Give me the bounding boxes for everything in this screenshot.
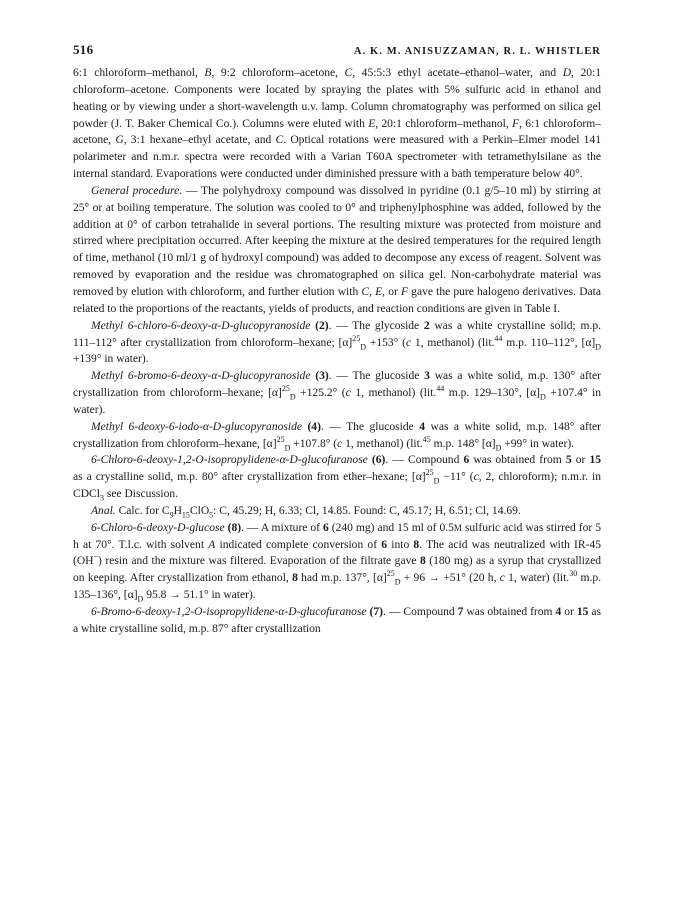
italic-run: D xyxy=(562,67,572,79)
italic-run: 6-Bromo-6-deoxy-1,2-O-isopropylidene-α-D-glucofuranose xyxy=(91,606,367,618)
italic-run: c xyxy=(337,437,343,450)
text-run: , 6:1 chloroform–acetone, xyxy=(73,117,602,147)
text-run: gave the pure halogeno derivatives. Data related to the proportions of the reactants, yields of products, and reaction conditions are given in Table I. xyxy=(73,285,601,315)
italic-run: F xyxy=(512,117,520,130)
superscript: 30 xyxy=(569,569,578,579)
text-run: — The polyhydroxy compound was dissolved in pyridine (0.1 g/5–10 ml) by stirring at 25° or at boiling temperature. The solution was cooled to 0° and triphenylphosphine was added, followed by the addition at 0° of carbon tetrahalide in several portions. The resulting mixture was protected from moisture and stirred where precipitation occurred. After keeping the mixture at the desired temperatures for the required length of time, methanol (10 ml/1 g of hydroxyl compound) was added to decompose any excess of reagent. Solvent was removed by evaporation and the residue was chromatographed on silica gel. Non-carbohydrate material was removed by elution with chloroform, and further elution with xyxy=(73,184,601,298)
subscript: D xyxy=(137,594,144,604)
paragraph xyxy=(73,520,601,604)
text-run: m.p. 135–136°, [α] xyxy=(73,572,602,602)
bold-run: (7) xyxy=(369,606,383,618)
subscript: D xyxy=(289,392,296,402)
text-run: or xyxy=(561,606,577,618)
subscript: D xyxy=(540,392,546,402)
text-run: 6:1 chloroform–methanol, xyxy=(73,67,205,79)
text-run: see Discussion. xyxy=(103,488,179,501)
text-run: Calc. for C xyxy=(115,504,170,517)
text-run: . — The glucoside xyxy=(328,370,425,383)
subscript: D xyxy=(284,442,291,452)
italic-run: Anal. xyxy=(91,504,116,517)
bold-run: 15 xyxy=(576,606,589,618)
bold-run: (8) xyxy=(227,521,242,534)
subscript: D xyxy=(433,476,440,486)
bold-run: 8 xyxy=(413,538,420,551)
italic-run: 6-Chloro-6-deoxy-D-glucose xyxy=(91,521,225,534)
italic-run: G xyxy=(115,134,124,147)
italic-run: F xyxy=(400,285,409,298)
subscript: 9 xyxy=(169,510,174,520)
text-run: H xyxy=(173,504,182,517)
bold-run: 4 xyxy=(419,420,426,433)
text-run: was obtained from xyxy=(469,454,566,467)
paragraph xyxy=(73,368,601,419)
italic-run: A xyxy=(208,538,216,551)
text-run: . The acid was neutralized with IR-45 (OH xyxy=(73,538,601,568)
small-caps-run: M xyxy=(453,522,462,533)
italic-run: Methyl 6-deoxy-6-iodo-α-D-glucopyranoside xyxy=(91,420,302,433)
text-run: was a white solid, m.p. 130° after crystallization from chloroform–hexane; [α] xyxy=(73,370,601,400)
text-run: was obtained from xyxy=(463,606,556,618)
bold-run: 6 xyxy=(323,521,329,534)
text-run: or xyxy=(571,454,590,467)
bold-run: (3) xyxy=(315,370,329,383)
text-run: , 20:1 chloroform–methanol, xyxy=(375,117,513,130)
text-run: : C, 45.29; H, 6.33; Cl, 14.85. Found: C, 45.17; H, 6.51; Cl, 14.69. xyxy=(213,504,521,517)
italic-run: c xyxy=(473,471,479,484)
paragraph xyxy=(73,452,601,503)
text-run: . — A mixture of xyxy=(241,521,324,534)
text-run: +125.2° ( xyxy=(295,387,346,400)
bold-run: 6 xyxy=(463,454,470,467)
italic-run: 6-Chloro-6-deoxy-1,2-O-isopropylidene-α-D-glucofuranose xyxy=(91,454,368,467)
superscript: 25 xyxy=(281,384,290,394)
italic-run: B xyxy=(204,67,212,79)
bold-run: 5 xyxy=(565,454,572,467)
superscript: 25 xyxy=(352,333,361,343)
bold-run: 8 xyxy=(292,572,298,585)
superscript: 25 xyxy=(386,569,395,579)
superscript: − xyxy=(93,552,99,562)
text-run: m.p. 148° [α] xyxy=(430,437,496,450)
subscript: D xyxy=(595,341,602,351)
text-run: as a crystalline solid, m.p. 80° after crystallization from ether–hexane; [α] xyxy=(73,471,426,484)
text-run: as a white crystalline solid, m.p. 87° after crystallization xyxy=(73,606,602,635)
text-run: + 96 → +51° (20 h, xyxy=(400,572,500,585)
paragraph xyxy=(73,503,601,520)
bold-run: 3 xyxy=(424,370,430,383)
bold-run: 8 xyxy=(419,555,426,568)
bold-run: 6 xyxy=(381,538,388,551)
text-run: . — The glycoside xyxy=(328,319,424,332)
text-run: +107.8° ( xyxy=(290,437,338,450)
text-run: . Optical rotations were measured with a Perkin–Elmer model 141 polarimeter and n.m.r. spectra were recorded with a Varian T60A spectrometer with tetramethylsilane as the internal standard. Evaporations were conducted under diminished pressure with a bath temperature below 40°. xyxy=(73,134,602,181)
text-run: ) resin and the mixture was filtered. Evaporation of the filtrate gave xyxy=(98,555,420,568)
bold-run: 2 xyxy=(423,319,430,332)
text-run: (180 mg) as a syrup that crystallized on keeping. After crystallization from ethanol, xyxy=(73,555,601,585)
bold-run: (4) xyxy=(307,420,321,433)
text-run: 1, methanol) (lit. xyxy=(350,387,437,400)
text-run: m.p. 129–130°, [α] xyxy=(444,387,541,400)
italic-run: General procedure. xyxy=(91,184,183,197)
italic-run: c xyxy=(345,387,351,400)
superscript: 44 xyxy=(494,333,503,343)
text-run: was a white solid, m.p. 148° after crystallization from chloroform–hexane, [α] xyxy=(73,420,601,450)
subscript: D xyxy=(394,577,401,587)
italic-run: C xyxy=(275,134,284,147)
text-run: 1, water) (lit. xyxy=(504,572,570,585)
text-run: had m.p. 137°, [α] xyxy=(297,572,387,585)
subscript: D xyxy=(360,341,367,351)
text-run: . — The glucoside xyxy=(320,420,420,433)
text-run: +107.4° in water). xyxy=(73,387,601,416)
superscript: 25 xyxy=(276,434,285,444)
bold-run: 15 xyxy=(589,454,601,467)
text-run: 1, methanol) (lit. xyxy=(342,437,423,450)
italic-run: c xyxy=(405,336,412,349)
bold-run: (2) xyxy=(315,319,329,332)
text-run: , 2, chloroform); n.m.r. in CDCl xyxy=(73,471,601,501)
text-run: , or xyxy=(382,285,401,298)
text-run: m.p. 110–112°, [α] xyxy=(502,336,596,349)
text-run: +99° in water). xyxy=(501,437,575,450)
text-run: . — Compound xyxy=(385,454,464,467)
text-run: −11° ( xyxy=(439,471,474,484)
text-run: was a white crystalline solid; m.p. 111–112° after crystallization from chloroform–hexane; [α] xyxy=(73,319,601,349)
subscript: D xyxy=(495,442,502,452)
text-run: , 45:5:3 ethyl acetate–ethanol–water, and xyxy=(352,67,563,79)
paragraph xyxy=(73,419,601,453)
page-header xyxy=(73,42,601,58)
text-run: +139° in water). xyxy=(73,353,149,366)
text-run: sulfuric acid was stirred for 5 h at 70°. T.l.c. with solvent xyxy=(73,521,602,551)
text-run: (240 mg) and 15 ml of 0.5 xyxy=(328,521,454,534)
text-run: , 3:1 hexane–ethyl acetate, and xyxy=(123,134,276,147)
subscript: 5 xyxy=(209,510,214,520)
superscript: 45 xyxy=(422,434,431,444)
italic-run: E xyxy=(368,117,376,130)
superscript: 25 xyxy=(425,468,434,478)
italic-run: Methyl 6-bromo-6-deoxy-α-D-glucopyranoside xyxy=(91,370,311,383)
running-head: A. K. M. ANISUZZAMAN, R. L. WHISTLER xyxy=(353,46,601,57)
text-run: , 9:2 chloroform–acetone, xyxy=(211,67,345,79)
text-run: ClO xyxy=(189,504,210,517)
text-run: 95.8 → 51.1° in water). xyxy=(143,589,256,602)
text-run: 1, methanol) (lit. xyxy=(411,336,495,349)
subscript: 15 xyxy=(181,510,190,520)
text-run: into xyxy=(387,538,414,551)
paragraph xyxy=(73,183,601,318)
paragraph xyxy=(73,65,601,183)
italic-run: C xyxy=(344,67,353,79)
subscript: 3 xyxy=(99,493,104,503)
italic-run: c xyxy=(499,572,505,585)
text-run: . — Compound xyxy=(382,606,458,618)
paragraph xyxy=(73,318,601,369)
text-run: +153° ( xyxy=(366,336,406,349)
paragraph xyxy=(73,604,601,638)
body-text xyxy=(73,65,601,638)
bold-run: 7 xyxy=(457,606,464,618)
bold-run: 4 xyxy=(555,606,562,618)
text-run: indicated complete conversion of xyxy=(215,538,382,551)
text-run: , 20:1 chloroform–acetone. Components were located by spraying the plates with 5% sulfuric acid in ethanol and heating or by viewing under a short-wavelength u.v. lamp. Column chromatography was performed on silica gel powder (J. T. Baker Chemical Co.). Columns were eluted with xyxy=(73,67,601,130)
bold-run: (6) xyxy=(371,454,386,467)
italic-run: C, E xyxy=(361,285,383,298)
page-number: 516 xyxy=(73,42,94,57)
superscript: 44 xyxy=(436,384,445,394)
italic-run: Methyl 6-chloro-6-deoxy-α-D-glucopyranoside xyxy=(91,319,311,332)
